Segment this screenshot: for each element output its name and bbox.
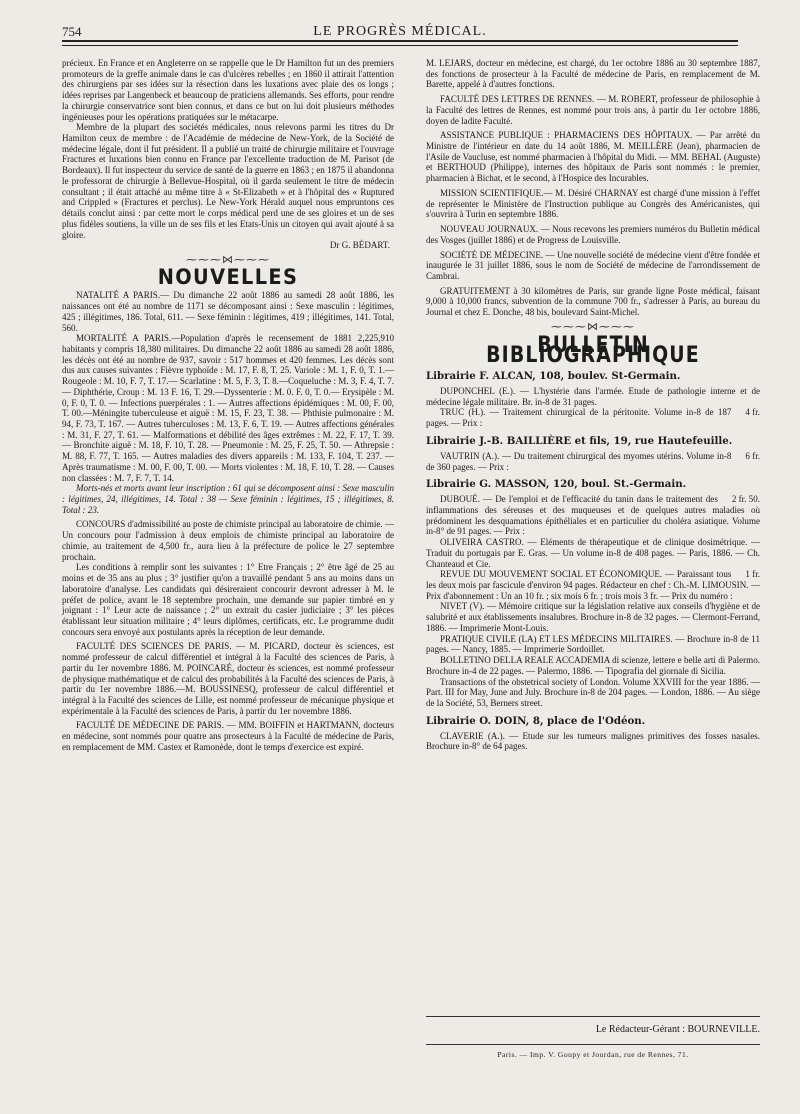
book-price: 2 fr. 50. [731,494,760,505]
footer-rule [426,1016,760,1017]
book-entry: DUPONCHEL (E.). — L'hystérie dans l'armée. Etude de pathologie interne et de médecine légale militaire. Br. in-8 de 31 pages. [426,385,760,407]
news-item: NATALITÉ A PARIS.— Du dimanche 22 août 1886 au samedi 28 août 1886, les naissances ont été au nombre de 1171 se décomposant ainsi : Sexe masculin : légitimes, 425 ; illégitimes, 186. Total, 611. — Sexe féminin : légitimes, 419 ; illégitimes, 141. Total, 560. [62,290,394,333]
book-entry-text: TRUC (H.). — Traitement chirurgical de la péritonite. Volume in-8 de 187 pages. — Prix : [426,407,732,429]
book-entry-text: REVUE DU MOUVEMENT SOCIAL ET ÉCONOMIQUE. — Paraissant tous les deux mois par fascicule d'environ 94 pages. Rédacteur en chef : Ch.-M. LIMOUSIN. — Prix d'abonnement : Un an 10 fr. ; six mois 6 fr. ; trois mois 3 fr. — Prix du numéro : [426,569,760,601]
news-item: Les conditions à remplir sont les suivantes : 1° Etre Français ; 2° être âgé de 25 au moins et de 35 ans au plus ; 3° justifier qu'on a travaillé pendant 5 ans au moins dans un laboratoire d'analyse. Les candidats qui désireraient concourir devront adresser à M. le préfet de police, avant le 18 septembre prochain, une demande sur papier timbré en y joignant : 1° Leur acte de naissance ; 2° un extrait du casier judiciaire ; 3° les pièces établissant leur situation militaire ; 4° leurs diplômes, certificats, etc. Le programme dudit concours sera envoyé aux postulants après la réception de leur demande. [62,562,394,637]
news-item: FACULTÉ DES LETTRES DE RENNES. — M. ROBERT, professeur de philosophie à la Faculté des lettres de Rennes, est nommé pour trois ans, à partir du 1er octobre 1886, doyen de ladite Faculté. [426,94,760,126]
news-item: ASSISTANCE PUBLIQUE : PHARMACIENS DES HÔPITAUX. — Par arrêté du Ministre de l'intérieur en date du 14 août 1886, M. MEILLÈRE (Jean), pharmacien de l'Asile de Vaucluse, est nommé pharmacien à l'hôpital du Midi. — MM. BEHAL (Auguste) et BERTHOUD (Philippe), internes des hôpitaux de Paris sont nommés : le premier, pharmacien à Bichat, et le second, à l'Hospice des Incurables. [426,130,760,184]
book-price: 4 fr. [745,407,760,418]
page-number: 754 [62,24,82,39]
book-price: 6 fr. [745,450,760,461]
news-item: SOCIÉTÉ DE MÉDECINE. — Une nouvelle société de médecine vient d'être fondée et inaugurée le 31 juillet 1886, sous le nom de Société de médecine de l'arrondissement de Cambrai. [426,249,760,281]
book-entry [426,407,760,428]
header-rule [62,40,738,46]
publisher-heading: Librairie O. DOIN, 8, place de l'Odéon. [426,714,646,727]
ornament-divider: ⁓⁓⁓⋈⁓⁓⁓ [551,320,635,333]
news-item: FACULTÉ DES SCIENCES DE PARIS. — M. PICARD, docteur ès sciences, est nommé professeur de calcul différentiel et intégral à la Faculté des sciences de Paris, à partir du 1er novembre 1886. M. POINCARÉ, docteur ès sciences, est nommé professeur de physique mathématique et de calcul des probabilités à la Faculté des sciences de Paris, à partir du 1er novembre 1886.—M. BOUSSINESQ, professeur de calcul différentiel et intégral à la Faculté des sciences de Lille, est nommé professeur de mécanique physique et expérimentale à la Faculté des sciences de Paris, à partir du 1er novembre 1886. [62,641,394,716]
book-entry: BOLLETINO DELLA REALE ACCADEMIA di scienze, lettere e belle arti di Palermo. Brochure in-4 de 22 pages. — Palermo, 1886. — Tipografia del giornale di Sicilia. [426,655,760,676]
running-title: LE PROGRÈS MÉDICAL. [313,24,487,39]
book-entry [426,569,760,601]
right-column [426,58,760,752]
book-entry: OLIVEIRA CASTRO. — Eléments de thérapeutique et de clinique dosimétrique. — Traduit du portugais par E. Gras. — Un volume in-8 de 408 pages. — Paris, 1886. — Ch. Chanteaud et Cie. [426,537,760,569]
news-item: FACULTÉ DE MÉDECINE DE PARIS. — MM. BOIFFIN et HARTMANN, docteurs en médecine, sont nommés pour quatre ans prosecteurs à la Faculté de médecine de Paris, en remplacement de MM. Castex et Ramonède, dont le temps d'exercice est expiré. [62,720,394,752]
publisher-heading: Librairie G. MASSON, 120, boul. St.-Germain. [426,478,687,491]
book-entry: PRATIQUE CIVILE (LA) ET LES MÉDECINS MILITAIRES. — Brochure in-8 de 11 pages. — Nancy, 1885. — Imprimerie Sordoillet. [426,633,760,655]
obituary-paragraph: Membre de la plupart des sociétés médicales, nous relevons parmi les titres du Dr Hamilton ceux de membre : de l'Académie de médecine de New-York, de la Société de médecine légale, dont il fut président. Il a publié un traité de chirurgie militaire et l'ouvrage Fractures et luxations bien connu en France par l'excellente traduction de M. Parisot (de Bordeaux). Il fut inspecteur du service de santé de la guerre en 1863 ; en 1875 il abandonna le professorat de chirurgie à Bellevue-Hospital, où il garda seulement le titre de médecin consultant ; il était attaché au même titre à « St-Elizabeth » et à l'hôpital des « Ruptured and Crippled » (Fractures et perclus). Le New-York Hérald auquel nous empruntons ces détails conclut ainsi : par cette mort le corps médical perd une de ses gloires et un de ses plus fidèles soutiens, la ville un de ses fils et les Etats-Unis un citoyen qui avait ajouté à sa gloire. [62,122,394,240]
book-entry-text: DUBOUÉ. — De l'emploi et de l'efficacité du tanin dans le traitement des inflammations des séreuses et des muqueuses et de quelques autres maladies où prédominent les desquamations épithéliales et en particulier du choléra asiatique. Volume in-8° de 91 pages. — Prix : [426,494,760,537]
news-item: Morts-nés et morts avant leur inscription : 61 qui se décomposent ainsi : Sexe masculin : légitimes, 24, illégitimes, 14. Total : 38 — Sexe féminin : légitimes, 15 ; illégitimes, 8. Total : 23. [62,483,394,515]
book-entry-text: VAUTRIN (A.). — Du traitement chirurgical des myomes utérins. Volume in-8 de 360 pages. — Prix : [426,450,732,472]
book-entry [426,451,760,472]
page-header [62,22,738,42]
advertisement: GRATUITEMENT à 30 kilomètres de Paris, sur grande ligne Poste médical, faisant 9,000 à 10,000 francs, subvention de la commune 700 fr., s'adresser à Paris, au bureau du Journal et chez E. Donche, 48 bis, boulevard Saint-Michel. [426,285,760,318]
section-title-bulletin: BULLETIN BIBLIOGRAPHIQUE [486,332,700,369]
obituary-paragraph: précieux. En France et en Angleterre on se rappelle que le Dr Hamilton fut un des premiers promoteurs de la greffe animale dans le cas d'ulcères rebelles ; en 1860 il attirait l'attention des chirurgiens par ses idées sur la résection dans les luxations avec plaie des os longs ; idées reprises par Langenbeck et beaucoup de praticiens allemands. Ses efforts, pour rendre la chirurgie conservatrice sont bien connus, et dans ce but on lui doit plusieurs méthodes ingénieuses pour les opérations pratiquées sur le métacarpe. [62,58,394,122]
publisher-heading: Librairie J.-B. BAILLIÈRE et fils, 19, rue Hautefeuille. [426,434,733,447]
ornament-divider: ⁓⁓⁓⋈⁓⁓⁓ [186,253,270,266]
book-entry [426,494,760,537]
left-column [62,58,394,753]
book-entry: Transactions of the obstetrical society of London. Volume XXVIII for the year 1886. — Part. III for May, June and July. Brochure in-8 de 204 pages. — London, 1886. — Au siège de la Société, 53, Berners street. [426,676,760,708]
author-signature: Dr G. BÉDART. [329,240,390,251]
section-title-nouvelles: NOUVELLES [157,264,299,289]
imprint-rule [426,1044,760,1045]
book-price: 1 fr. [745,569,760,580]
publisher-heading: Librairie F. ALCAN, 108, boulev. St-Germain. [426,369,681,382]
news-item: CONCOURS d'admissibilité au poste de chimiste principal au laboratoire de chimie. — Un concours pour l'admission à deux emplois de chimiste principal au laboratoire de chimie, au traitement de 4,500 fr., aura lieu à la préfecture de police le 27 septembre prochain. [62,519,394,562]
news-item: MISSION SCIENTIFIQUE.— M. Désiré CHARNAY est chargé d'une mission à l'effet de représenter le Ministère de l'Instruction publique au Congrès des Américanistes, qui s'ouvrira à Turin en septembre 1886. [426,187,760,220]
printer-imprint: Paris. — Imp. V. Goupy et Jourdan, rue de Rennes, 71. [497,1050,689,1059]
book-entry: NIVET (V). — Mémoire critique sur la législation relative aux conseils d'hygiène et de salubrité et aux établissements insalubres. Brochure in-8 de 32 pages. — Clermont-Ferrand, 1886. — Imprimerie Mont-Louis. [426,601,760,633]
news-item: MORTALITÉ A PARIS.—Population d'après le recensement de 1881 2,225,910 habitants y compris 18,380 militaires. Du dimanche 22 août 1886 au samedi 28 août 1886, les décès ont été au nombre de 937, savoir : 517 hommes et 420 femmes. Les décès sont dus aux causes suivantes : Fièvre typhoïde : M. 17, F. 8, T. 25. Variole : M. 1, F. 0, T. 1.— Rougeole : M. 10, F. 7, T. 17.— Scarlatine : M. 5, F. 3, T. 8.—Coqueluche : M. 3, F. 4, T. 7. — Diphthérie, Croup : M. 13 F. 16, T. 29.—Dyssenterie : M. 0. F. 0, T. 0.— Erysipèle : M. 0, F. 0, T. 0. — Infections puerpérales : 1. — Autres affections épidémiques : M. 00, F. 00, T. 00.—Méningite tuberculeuse et aiguë : M. 15, F. 23, T. 38. — Phthisie pulmonaire : M. 94, F. 73, T. 167. — Autres tuberculoses : M. 13, F. 6, T. 19. — Autres affections générales : M. 31, F. 27, T. 61. — Malformations et débilité des âges extrêmes : M. 22, F. 17, T. 39. — Bronchite aiguë : M. 18, F. 10, T. 28. — Pneumonie : M. 25, F. 25, T. 50. — Athrepsie : M. 88, F. 77, T. 165. — Autres maladies des divers appareils : M. 133, F. 104, T. 237. — Après traumatisme : M. 00, F. 00, T. 00. — Morts violentes : M. 18, F. 10, T. 28. — Causes non classées : M. 7, F. 7, T. 14. [62,333,394,483]
editor-signature: Le Rédacteur-Gérant : BOURNEVILLE. [595,1024,760,1035]
news-item: NOUVEAU JOURNAUX. — Nous recevons les premiers numéros du Bulletin médical des Vosges (juillet 1886) et de Progress de Louisville. [426,224,760,245]
news-item: M. LEJARS, docteur en médecine, est chargé, du 1er octobre 1886 au 30 septembre 1887, des fonctions de prosecteur à la Faculté de médecine de Paris, en remplacement de M. Barette, appelé à d'autres fonctions. [426,58,760,90]
book-entry: CLAVERIE (A.). — Etude sur les tumeurs malignes primitives des fosses nasales. Brochure in-8° de 64 pages. [426,730,760,752]
